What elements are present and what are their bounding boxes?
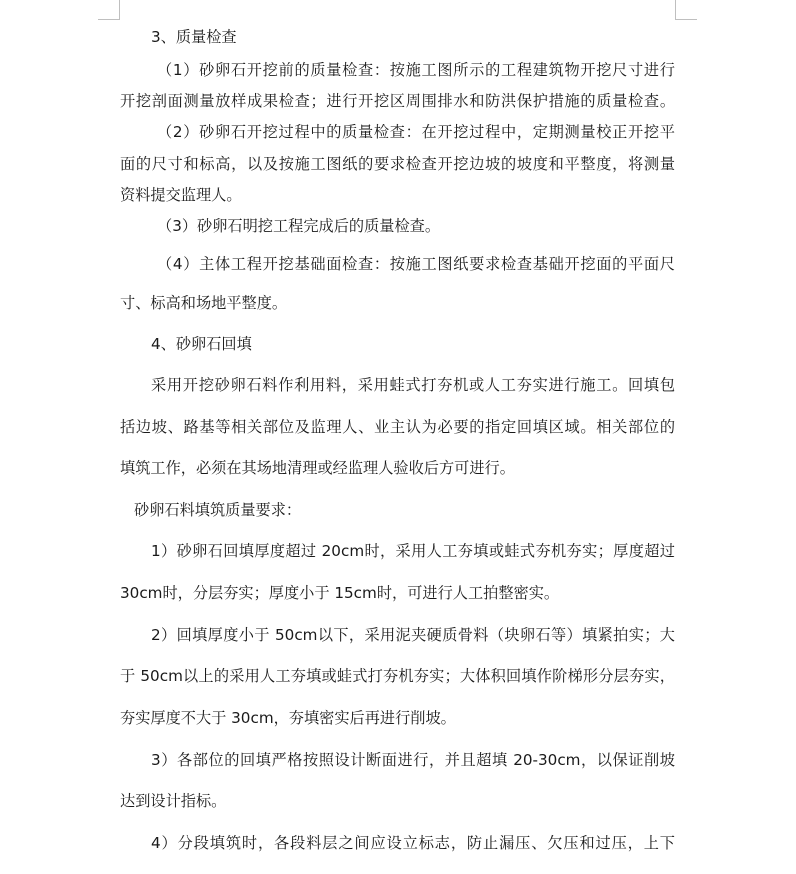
paragraph-line: 2）回填厚度小于 50cm以下，采用泥夹硬质骨料（块卵石等）填紧拍实；大 (151, 626, 675, 644)
paragraph-line: 4）分段填筑时，各段料层之间应设立标志，防止漏压、欠压和过压，上下 (151, 834, 675, 852)
paragraph-line: 采用开挖砂卵石料作利用料，采用蛙式打夯机或人工夯实进行施工。回填包 (151, 376, 675, 394)
crop-mark-top-left (98, 19, 119, 20)
paragraph-line: 于 50cm以上的采用人工夯填或蛙式打夯机夯实；大体积回填作阶梯形分层夯实， (120, 667, 675, 685)
paragraph-line: 1）砂卵石回填厚度超过 20cm时，采用人工夯填或蛙式夯机夯实；厚度超过 (151, 542, 675, 560)
subheading-fill-requirements: 砂卵石料填筑质量要求： (134, 501, 302, 519)
paragraph-line: 达到设计指标。 (120, 792, 227, 810)
heading-gravel-backfill: 4、砂卵石回填 (151, 335, 252, 353)
paragraph-line: 夯实厚度不大于 30cm，夯填密实后再进行削坡。 (120, 709, 456, 727)
crop-mark-top-right (675, 0, 676, 20)
paragraph-line: （2）砂卵石开挖过程中的质量检查：在开挖过程中，定期测量校正开挖平 (157, 123, 675, 141)
paragraph-line: （1）砂卵石开挖前的质量检查：按施工图所示的工程建筑物开挖尺寸进行 (157, 61, 675, 79)
paragraph-line: 面的尺寸和标高，以及按施工图纸的要求检查开挖边坡的坡度和平整度，将测量 (120, 155, 675, 173)
paragraph-line: 3）各部位的回填严格按照设计断面进行，并且超填 20-30cm，以保证削坡 (151, 751, 675, 769)
paragraph-line: （4）主体工程开挖基础面检查：按施工图纸要求检查基础开挖面的平面尺 (157, 255, 675, 273)
paragraph-line: 寸、标高和场地平整度。 (120, 294, 288, 312)
heading-quality-check: 3、质量检查 (151, 28, 237, 46)
paragraph-line: 填筑工作，必须在其场地清理或经监理人验收后方可进行。 (120, 459, 515, 477)
paragraph-line: （3）砂卵石明挖工程完成后的质量检查。 (157, 217, 441, 235)
paragraph-line: 开挖剖面测量放样成果检查；进行开挖区周围排水和防洪保护措施的质量检查。 (120, 92, 675, 110)
crop-mark-top-right (676, 19, 697, 20)
crop-mark-top-left (119, 0, 120, 20)
paragraph-line: 资料提交监理人。 (120, 186, 242, 204)
paragraph-line: 括边坡、路基等相关部位及监理人、业主认为必要的指定回填区域。相关部位的 (120, 418, 675, 436)
paragraph-line: 30cm时，分层夯实；厚度小于 15cm时，可进行人工拍整密实。 (120, 584, 560, 602)
